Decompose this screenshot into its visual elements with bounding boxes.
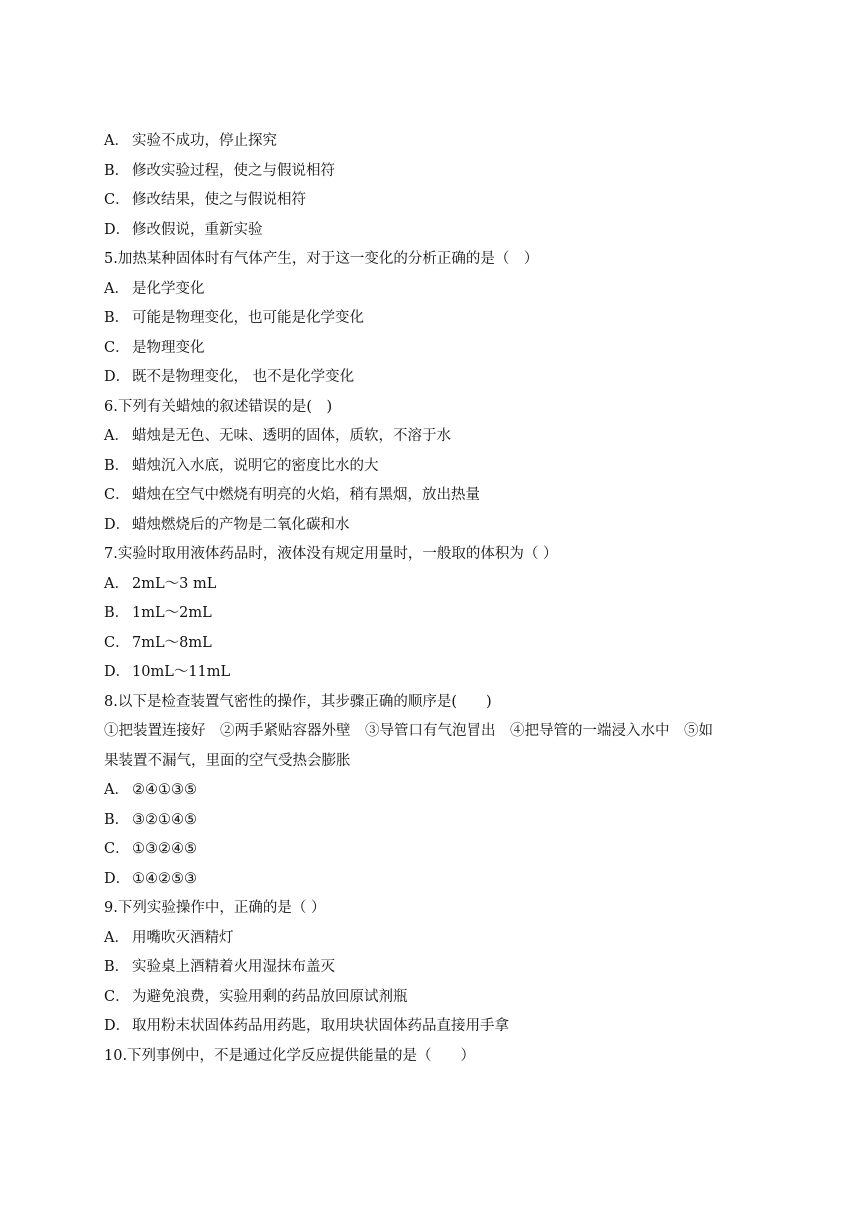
option-letter: B．	[104, 162, 130, 179]
option-text: 是化学变化	[132, 280, 205, 297]
option-letter: C．	[104, 841, 130, 857]
option-text: 是物理变化	[132, 339, 205, 356]
option-letter: C．	[104, 339, 130, 356]
option-line	[104, 658, 764, 688]
option-text: ②④①③⑤	[132, 782, 197, 798]
option-text: 可能是物理变化，也可能是化学变化	[132, 310, 364, 326]
option-letter: D．	[104, 516, 131, 533]
option-text: 既不是物理变化， 也不是化学变化	[132, 369, 355, 385]
option-line	[104, 127, 764, 157]
option-letter: A．	[104, 428, 129, 444]
option-letter: B．	[104, 310, 130, 326]
option-line	[104, 983, 764, 1013]
option-text: 取用粉末状固体药品用药匙，取用块状固体药品直接用手拿	[132, 1018, 509, 1034]
question-stem: 10.下列事例中，不是通过化学反应提供能量的是（ ）	[104, 1047, 476, 1064]
option-line	[104, 304, 764, 334]
option-text: 实验不成功，停止探究	[132, 133, 277, 149]
option-line	[104, 776, 764, 806]
option-letter: C．	[104, 988, 130, 1005]
option-text: 修改实验过程，使之与假说相符	[132, 162, 335, 179]
option-letter: D．	[104, 664, 131, 680]
question-list	[104, 127, 764, 1071]
option-line	[104, 865, 764, 895]
question-stem-continued: ①把装置连接好 ②两手紧贴容器外壁 ③导管口有气泡冒出 ④把导管的一端浸入水中 ⑤如	[104, 723, 713, 739]
option-line	[104, 216, 764, 246]
option-line	[104, 629, 764, 659]
question-stem: 8.以下是检查装置气密性的操作，其步骤正确的顺序是( )	[104, 693, 492, 710]
question-stem: 6.下列有关蜡烛的叙述错误的是( )	[104, 398, 333, 415]
question-stem-continued: 果装置不漏气，里面的空气受热会膨胀	[104, 752, 351, 769]
option-text: 用嘴吹灭酒精灯	[132, 929, 234, 946]
option-line	[104, 363, 764, 393]
option-text: 10mL～11mL	[132, 664, 231, 680]
option-line	[104, 481, 764, 511]
option-text: 实验桌上酒精着火用湿抹布盖灭	[132, 959, 335, 975]
option-letter: A．	[104, 280, 129, 297]
option-letter: B．	[104, 605, 130, 621]
option-text: 修改结果，使之与假说相符	[132, 192, 306, 208]
option-text: 蜡烛是无色、无味、透明的固体，质软，不溶于水	[132, 428, 451, 444]
option-letter: B．	[104, 811, 130, 828]
option-letter: A．	[104, 929, 129, 946]
option-text: 2mL～3 mL	[132, 575, 217, 592]
option-letter: C．	[104, 192, 130, 208]
option-line	[104, 334, 764, 364]
question-stem: 9.下列实验操作中，正确的是（ ）	[104, 900, 326, 916]
option-letter: D．	[104, 870, 131, 887]
option-letter: A．	[104, 133, 129, 149]
option-line	[104, 511, 764, 541]
option-line	[104, 953, 764, 983]
question-stem: 5.加热某种固体时有气体产生，对于这一变化的分析正确的是（ ）	[104, 251, 539, 267]
option-letter: A．	[104, 575, 129, 592]
option-text: 蜡烛燃烧后的产物是二氧化碳和水	[132, 516, 350, 533]
option-text: ③②①④⑤	[132, 811, 197, 828]
option-line	[104, 1012, 764, 1042]
option-text: ①③②④⑤	[132, 841, 197, 857]
option-line	[104, 157, 764, 187]
option-text: 为避免浪费，实验用剩的药品放回原试剂瓶	[132, 988, 408, 1005]
option-letter: B．	[104, 457, 130, 474]
option-letter: C．	[104, 634, 130, 651]
option-text: 7mL～8mL	[132, 634, 212, 651]
option-line	[104, 599, 764, 629]
option-line	[104, 570, 764, 600]
option-text: 修改假说，重新实验	[132, 221, 263, 238]
option-text: ①④②⑤③	[132, 870, 197, 887]
option-text: 蜡烛沉入水底，说明它的密度比水的大	[132, 457, 379, 474]
option-text: 蜡烛在空气中燃烧有明亮的火焰，稍有黑烟，放出热量	[132, 487, 480, 503]
option-line	[104, 186, 764, 216]
option-line	[104, 835, 764, 865]
option-line	[104, 452, 764, 482]
option-letter: B．	[104, 959, 130, 975]
option-line	[104, 275, 764, 305]
option-letter: D．	[104, 1018, 131, 1034]
option-text: 1mL～2mL	[132, 605, 212, 621]
option-line	[104, 422, 764, 452]
option-letter: C．	[104, 487, 130, 503]
option-letter: A．	[104, 782, 129, 798]
option-letter: D．	[104, 221, 131, 238]
question-stem: 7.实验时取用液体药品时，液体没有规定用量时，一般取的体积为（ ）	[104, 546, 558, 562]
option-line	[104, 924, 764, 954]
option-line	[104, 806, 764, 836]
option-letter: D．	[104, 369, 131, 385]
